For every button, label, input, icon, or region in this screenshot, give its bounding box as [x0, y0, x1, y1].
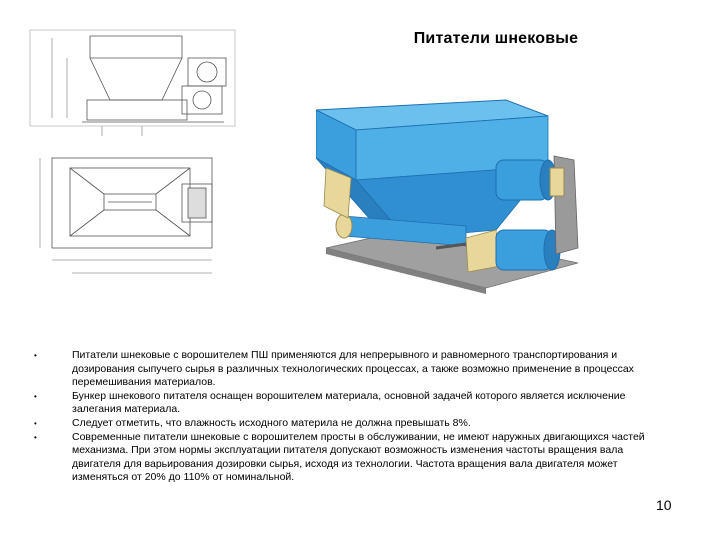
list-item: [22, 390, 672, 417]
feeder-3d-render: [316, 98, 586, 294]
bullet-icon: •: [34, 432, 37, 442]
list-item: [22, 431, 672, 485]
bullet-text: Бункер шнекового питателя оснащен ворошителем материала, основной задачей которого является исключение залегания материала.: [72, 389, 626, 416]
slide-title: Питатели шнековые: [413, 30, 579, 47]
page-number: 10: [656, 497, 672, 513]
bullet-text: Следует отметить, что влажность исходного материла не должна превышать 8%.: [72, 416, 471, 429]
list-item: [22, 417, 672, 431]
bullet-text: Современные питатели шнековые с ворошителем просты в обслуживании, не имеют наружных двигающихся частей механизма. При этом нормы эксплуатации питателя допускают возможность изменения частоты вращения вала двигателя для варьирования дозировки сырья, исходя из технологии. Частота вращения вала двигателя может изменяться от 20% до 110% от номинальной.: [72, 430, 645, 484]
bullet-icon: •: [34, 351, 37, 360]
list-item: [22, 349, 672, 390]
bullet-icon: •: [34, 418, 37, 428]
technical-drawing-image: [12, 28, 252, 286]
bullet-list: [22, 349, 672, 485]
bullet-icon: •: [34, 391, 37, 401]
bullet-text: Питатели шнековые с ворошителем ПШ применяются для непрерывного и равномерного транспортирования и дозирования сыпучего сырья в различных технологических процессах, а также возможно применение в процессах перемешивания материалов.: [72, 349, 634, 389]
